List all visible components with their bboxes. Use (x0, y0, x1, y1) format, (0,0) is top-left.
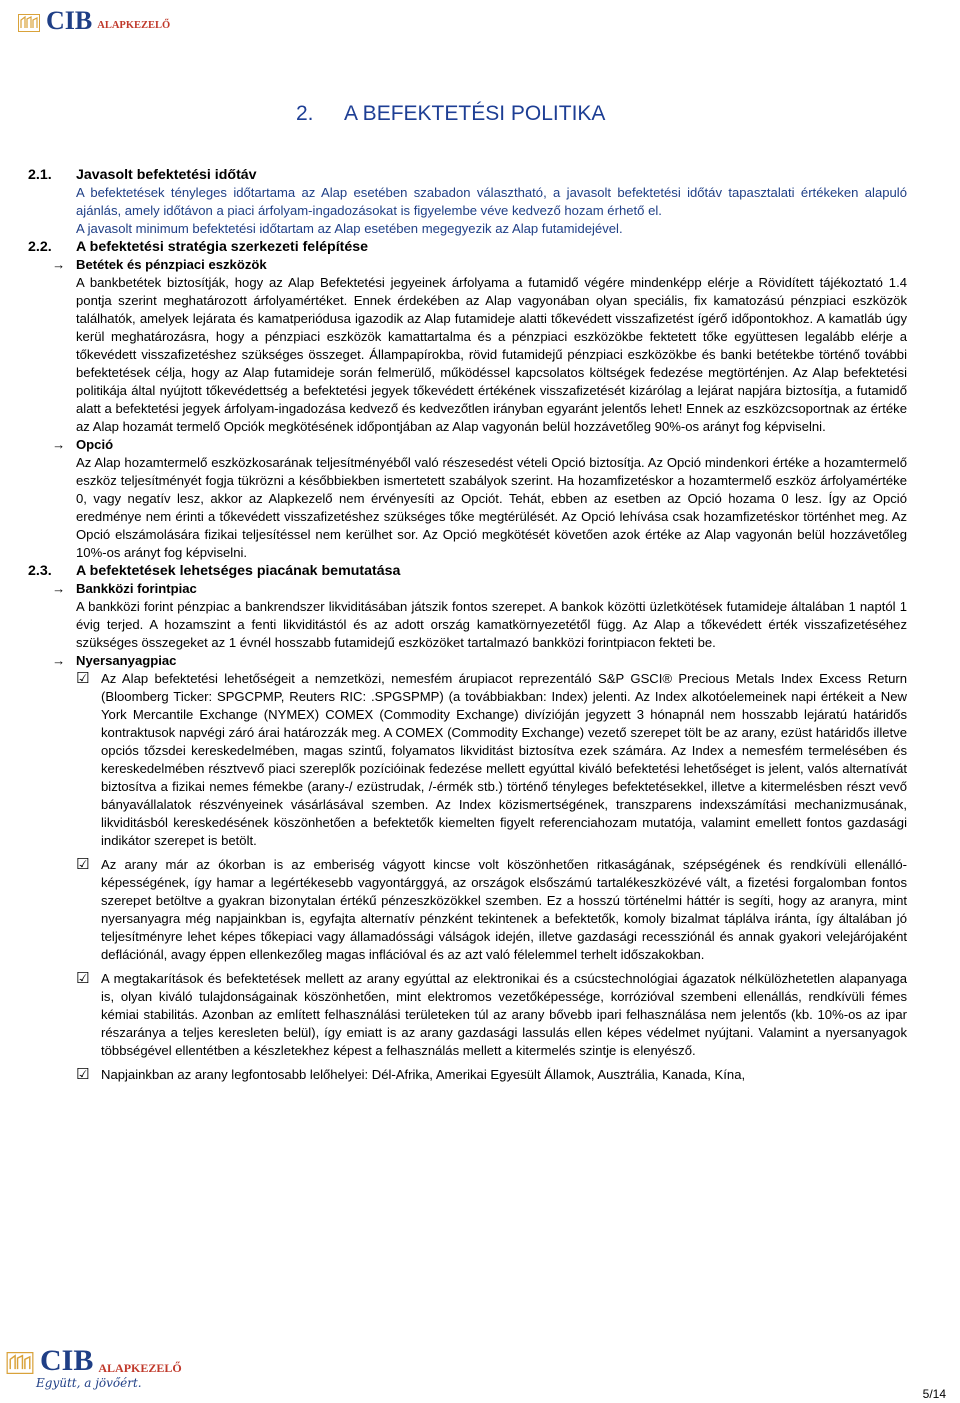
checklist-item (76, 670, 907, 850)
arrow-right-icon: → (52, 581, 66, 596)
section-number: 2.3. (28, 563, 52, 579)
checklist-item-text: Napjainkban az arany legfontosabb lelőhelyei: Dél-Afrika, Amerikai Egyesült Államok, Ausztrália, Kanada, Kína, (101, 1067, 746, 1082)
chapter-number: 2. (296, 102, 314, 125)
list-item-title: Bankközi forintpiac (76, 581, 197, 596)
checkbox-checked-icon: ☑ (76, 1066, 90, 1083)
section-2-3-heading (28, 562, 907, 580)
checkbox-checked-icon: ☑ (76, 856, 90, 873)
list-item-text: A bankközi forint pénzpiac a bankrendszer likviditásában játszik fontos szerepet. A bankok közötti üzletkötések futamideje általában 1 naptól 1 évig terjed. A hozamszint a fenti likviditástól és az adott ország kamatkörnyezetétől függ. Az Alap a tőkevédett érték visszafizetéséhez szükséges összegeket az 1 évnél hosszabb futamidejű eszközöket tartalmazó bankközi forintpiacon fekteti be. (76, 599, 907, 650)
chapter-title: A BEFEKTETÉSI POLITIKA (344, 102, 606, 125)
list-item (52, 580, 907, 652)
list-item (52, 652, 907, 670)
cib-logo-icon (6, 1352, 34, 1374)
checklist-item-text: Az arany már az ókorban is az emberiség vágyott kincse volt köszönhetően ritkaságának, szépségének és rendkívüli ellenálló-képességének, így hamar a legértékesebb vagyontárggyá, az országok elsőszámú tartalékeszközévé vált, a fizetési forgalomban fontos szerepet betöltve a gyakran bizonytalan értékű pénzeszközökkel szemben. Ez a hosszú történelmi háttér is segíti, hogy az aranyra, mint nyersanyagra még napjainkban is, egyfajta alternatív pénzként tekintenek a befektetők, komoly bizalmat táplálva iránta, így általában jó teljesítményre lehet képes tőkepiaci vagy államadóssági válságok idején, illetve gazdasági recessziónál és annak gyakori velejárójaként deflációnál, avagy éppen ellenkezőleg magas inflációval és az azt való félelemmel terhelt időszakokban. (101, 857, 907, 962)
section-title: Javasolt befektetési időtáv (76, 167, 257, 183)
logo-cib-text: CIB (40, 1344, 94, 1377)
section-number: 2.2. (28, 239, 52, 255)
chapter-heading (296, 102, 605, 126)
list-item-title: Opció (76, 437, 114, 452)
arrow-right-icon: → (52, 653, 66, 668)
section-title: A befektetések lehetséges piacának bemutatása (76, 563, 401, 579)
checklist-item-text: Az Alap befektetési lehetőségeit a nemzetközi, nemesfém árupiacot reprezentáló S&P GSCI® Precious Metals Index Excess Return (Bloomberg Ticker: SPGCPMP, Reuters RIC: .SPGSPMP) (a továbbiakban: Index) jelenti. Az Index alkotóelemeinek napi értékeit a New York Mercantile Exchange (NYMEX) COMEX (Commodity Exchange) divízióján jegyzett 3 hónapnál nem hosszabb lejáratú határidős kontraktusok napvégi záró árai határozzák meg. A COMEX (Commodity Exchange) vezető szerepet tölt be az arany, ezüst határidős illetve opciós tőzsdei kereskedelmében, magas szintű, folyamatos likviditást biztosítva ezek számára. Az Index a nemesfém termelésében és kereskedelmében résztvevő piaci szereplők pozícióinak fedezése mellett egyúttal kiváló befektetési lehetőséget is jelent, valós alternatívát biztosítva a fizikai nemes fémekbe (arany-/ ezüstrudak, /-érmék stb.) történő tényleges befektetésekkel, illetve a kitermelésben részt vevő bányavállalatok részvényeinek vásárlásával szemben. Az Index közismertségének, transzparens indexszámítási mechanizmusának, likviditásból kereskedésének köszönhetően a befektetők kiemelten figyelt referenciahozam mutatója, valamint emellett fontos gazdasági indikátor szerepet is betölt. (101, 671, 907, 848)
checklist-item (76, 1066, 907, 1084)
logo-sub-text: ALAPKEZELŐ (98, 1361, 182, 1375)
list-item-heading (52, 436, 907, 454)
arrow-right-icon: → (52, 257, 66, 272)
list-item-title: Betétek és pénzpiaci eszközök (76, 257, 267, 272)
list-item-heading (52, 580, 907, 598)
checkbox-checked-icon: ☑ (76, 670, 90, 687)
section-number: 2.1. (28, 167, 52, 183)
document-content (28, 166, 907, 1084)
list-item-title: Nyersanyagpiac (76, 653, 177, 668)
logo-cib-text: CIB (46, 6, 93, 35)
list-item (52, 256, 907, 436)
footer-logo-row (6, 1344, 182, 1377)
list-item-heading (52, 256, 907, 274)
checklist-item (76, 970, 907, 1060)
list-item-text: Az Alap hozamtermelő eszközkosarának teljesítményéből való részesedést vételi Opció biztosítja. Az Opció mindenkori értéke a hozamtermelő eszköz teljesítményét fogja tükrözni a későbbiekben ismertetett szabályok szerint. Ha hozamfizetéskor a hozamtermelő eszköz árfolyamértéke 0, vagy negatív lesz, akkor az Alapkezelő nem érvényesíti az Opciót. Tehát, ebben az esetben az Opció hozama 0 lesz. Így az Opció eredménye nem érinti a tőkevédett visszafizetéshez szükséges tőke megtérülését. Az Opció lehívása csak hozamfizetéskor történhet meg. Az Opció elszámolására fizikai teljesítéssel nem kerülhet sor. Az Opció megkötését követően azok értéke az Alap vagyonán belül hozzávetőleg 10%-os arányt fog képviselni. (76, 455, 907, 560)
section-2-1-paragraph-2: A javasolt minimum befektetési időtartam az Alap esetében megegyezik az Alap futamidejével. (76, 221, 623, 236)
list-item-heading (52, 652, 907, 670)
arrow-right-icon: → (52, 437, 66, 452)
section-title: A befektetési stratégia szerkezeti felépítése (76, 239, 369, 255)
section-2-1-heading (28, 166, 907, 184)
list-item-text: A bankbetétek biztosítják, hogy az Alap Befektetési jegyeinek árfolyama a futamidő végére mindenképp elérje a Rövidített tájékoztató 1.4 pontja szerint meghatározott árfolyamértéket. Ennek érdekében az Alap vagyonában olyan speciális, fix kamatozású pénzpiaci eszközök találhatók, amelyek lejárata és kamatperiódusa igazodik az Alap futamideje alatti tőkevédett visszafizetést ígérő időpontokhoz. A kamatláb úgy kerül meghatározásra, hogy a pénzpiaci eszközök kamattartalma és a pénzpiaci eszközökbe fektetett tőke együttesen legalább elérje a tőkevédett visszafizetéshez szükséges összeget. Állampapírokba, rövid futamidejű pénzpiaci eszközökbe és banki betétekbe történő további befektetések célja, hogy az Alap futamideje során felmerülő, működéssel kapcsolatos költségek fedezése megtörténjen. Az Alap befektetési politikája által nyújtott tőkevédettség a befektetési jegyek tőkevédett értékének visszafizetését kizárólag a lejárat napjára biztosítja, a futamidő alatt a befektetési jegyek árfolyam-ingadozása kedvező és kedvezőtlen irányban egyaránt jelentős lehet! Ennek az eszközcsoportnak az értéke az Alap hozamát termelő Opciók megkötésének időpontjában az Alap vagyonán belül hozzávetőleg 90%-os arányt fog képviselni. (76, 275, 907, 434)
checkbox-checked-icon: ☑ (76, 970, 90, 987)
cib-logo-icon (18, 14, 40, 32)
logo-sub-text: ALAPKEZELŐ (97, 20, 171, 31)
list-item (52, 436, 907, 562)
header-logo (18, 6, 171, 35)
section-2-2-heading (28, 238, 907, 256)
footer-logo (6, 1344, 182, 1390)
section-2-1-paragraph: A befektetések tényleges időtartama az Alap esetében szabadon választható, a javasolt befektetési időtáv tapasztalati értékeken alapuló ajánlás, amely időtávon a piaci árfolyam-ingadozásokat is figyelembe véve kedvező hozam érhető el. (76, 185, 907, 218)
checklist-item (76, 856, 907, 964)
footer-slogan: Együtt, a jövőért. (36, 1376, 142, 1390)
checklist-item-text: A megtakarítások és befektetések mellett az arany egyúttal az elektronikai és a csúcstechnológiai ágazatok nélkülözhetetlen alapanyaga is, olyan kiváló tulajdonságainak köszönhetően, mint elektromos vezetőképessége, korrózióval szembeni ellenállás, rendkívüli fémes kémiai stabilitás. Azonban az említett felhasználási területeken túl az arany bővebb ipari felhasználása nem jelentős (kb. 10%-os az ipar részaránya a teljes keresleten belül), így emiatt is az arany gazdasági lassulás ellen képes védelmet nyújtani. Valamint a nyersanyagok többségével ellentétben a készletekhez képest a felhasználás mellett a kitermelés szintje is elenyésző. (101, 971, 907, 1058)
page-number: 5/14 (922, 1387, 946, 1401)
